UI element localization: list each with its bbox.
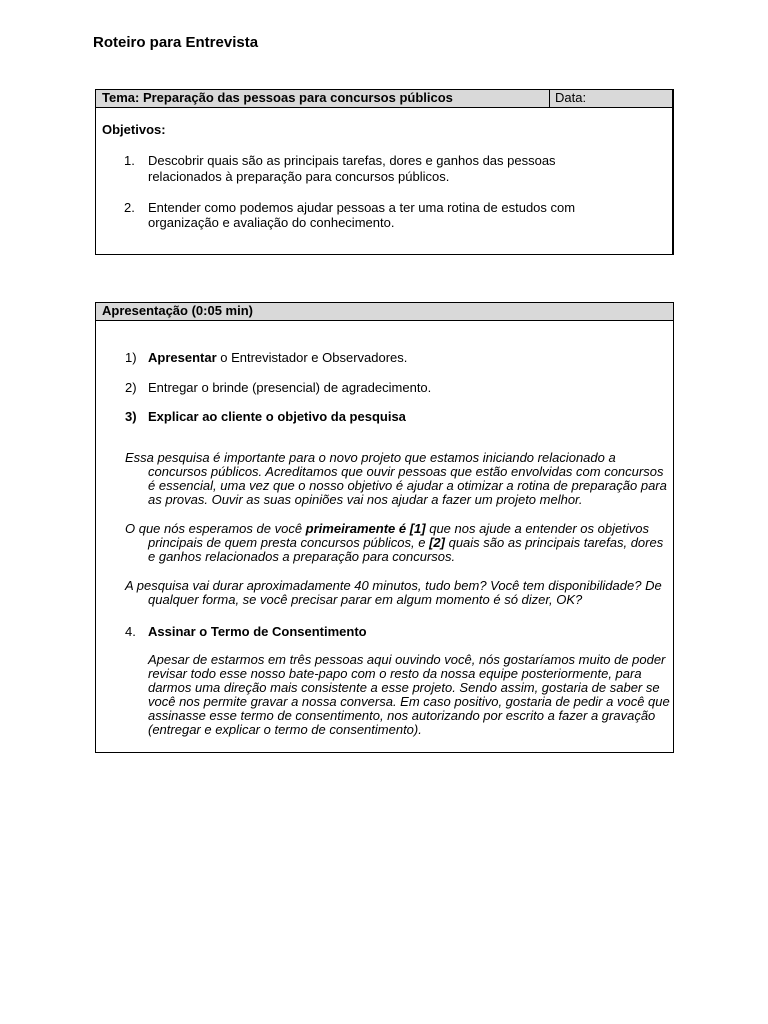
apresentacao-title: Apresentação (0:05 min): [102, 303, 253, 318]
step-1-rest: o Entrevistador e Observadores.: [216, 350, 408, 365]
paragraph-consentimento: [148, 653, 670, 737]
step-1-bold: Apresentar: [148, 350, 217, 365]
para2-line-1-a: O que nós esperamos de você: [125, 521, 306, 536]
step-4-number: 4.: [125, 624, 136, 639]
data-cell: [550, 90, 672, 107]
para2-line-3: e ganhos relacionados a preparação para concursos.: [148, 549, 456, 564]
para1-line-4: as provas. Ouvir as suas opiniões vai nos ajudar a fazer um projeto melhor.: [148, 492, 583, 507]
step-4-text: Assinar o Termo de Consentimento: [148, 624, 367, 639]
tema-label: Tema:: [102, 90, 140, 105]
para1-line-3: é essencial, uma vez que o nosso objetivo é ajudar a otimizar a rotina de preparação para: [148, 478, 667, 493]
tema-box: [95, 89, 674, 255]
para2-line-2-c: quais são as principais tarefas, dores: [444, 535, 664, 550]
paragraph-expectativas: [125, 522, 663, 564]
objetivo-2-line-2: organização e avaliação do conhecimento.: [148, 215, 395, 230]
para4-line-5: assinasse esse termo de consentimento, nos autorizando por escrito a fazer a gravação: [148, 708, 656, 723]
objetivo-1-number: 1.: [124, 153, 135, 168]
tema-cell: [96, 90, 550, 107]
step-2-text: Entregar o brinde (presencial) de agradecimento.: [148, 380, 432, 395]
document-title: Roteiro para Entrevista: [93, 34, 259, 51]
para4-line-4: você nos permite gravar a nossa conversa. Em caso positivo, gostaria de pedir a você que: [148, 694, 670, 709]
para1-line-2: concursos públicos. Acreditamos que ouvir pessoas que estão envolvidas com concursos: [148, 464, 664, 479]
step-3-text: Explicar ao cliente o objetivo da pesquisa: [148, 409, 406, 424]
apresentacao-header: [96, 303, 673, 321]
objetivo-1-line-2: relacionados à preparação para concursos públicos.: [148, 169, 450, 184]
data-label: Data:: [555, 90, 587, 105]
apresentacao-box: [95, 302, 674, 753]
paragraph-objetivo-pesquisa: [125, 451, 667, 507]
para2-line-2: [125, 536, 663, 550]
para2-line-1-c: que nos ajude a entender os objetivos: [425, 521, 649, 536]
para4-line-2: revisar todo esse nosso bate-papo com o resto da nossa equipe posteriormente, para: [148, 666, 642, 681]
para4-line-3: darmos uma direção mais consistente a esse projeto. Sendo assim, gostaria de saber se: [148, 680, 660, 695]
step-2-number: 2): [125, 380, 137, 395]
tema-header-row: [96, 90, 672, 108]
para1-line-1: Essa pesquisa é importante para o novo projeto que estamos iniciando relacionado a: [125, 450, 616, 465]
objetivo-2-line-1: Entender como podemos ajudar pessoas a ter uma rotina de estudos com: [148, 200, 576, 215]
para2-line-2-a: principais de quem presta concursos públicos, e: [148, 535, 430, 550]
para4-line-1: Apesar de estarmos em três pessoas aqui ouvindo você, nós gostaríamos muito de poder: [148, 652, 666, 667]
tema-value: Preparação das pessoas para concursos públicos: [142, 90, 453, 105]
objetivos-label: Objetivos:: [102, 122, 166, 137]
para4-line-6: (entregar e explicar o termo de consentimento).: [148, 722, 422, 737]
para2-line-1: [125, 521, 649, 536]
objetivo-2-number: 2.: [124, 200, 135, 215]
objetivo-1-line-1: Descobrir quais são as principais tarefas, dores e ganhos das pessoas: [148, 153, 556, 168]
para2-line-1-bold: primeiramente é [1]: [305, 521, 426, 536]
step-1-number: 1): [125, 350, 137, 365]
paragraph-duracao: [125, 579, 662, 607]
para3-line-2: qualquer forma, se você precisar parar em algum momento é só dizer, OK?: [148, 592, 583, 607]
para3-line-1: A pesquisa vai durar aproximadamente 40 minutos, tudo bem? Você tem disponibilidade? De: [125, 578, 662, 593]
step-3-number: 3): [125, 409, 137, 424]
step-1-text: [148, 350, 407, 365]
para2-line-2-bold: [2]: [429, 535, 445, 550]
